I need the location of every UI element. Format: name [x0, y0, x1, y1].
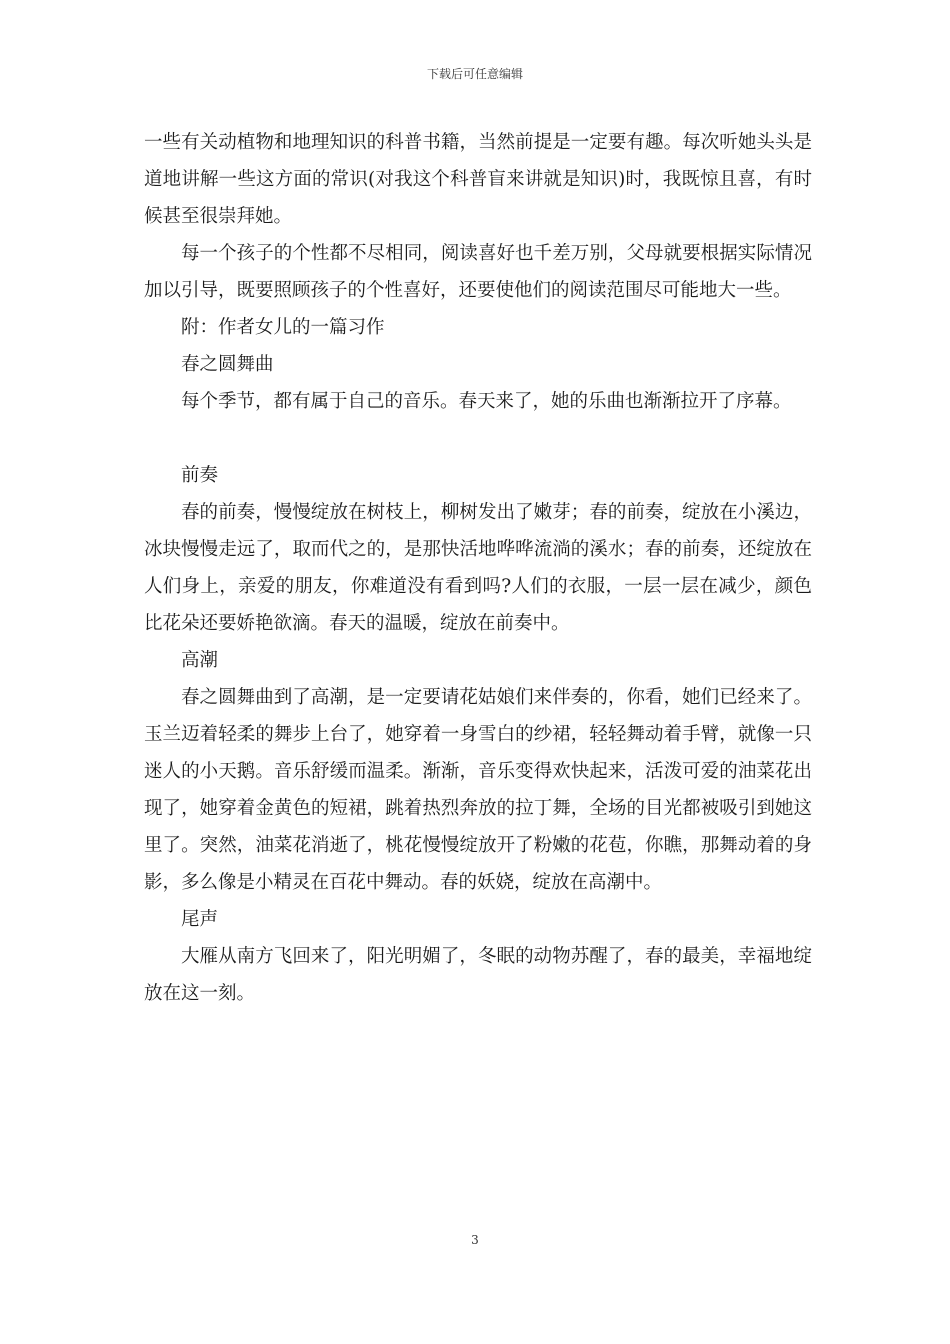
appendix-note: 附：作者女儿的一篇习作 [181, 317, 385, 338]
section-heading-climax: 高潮 [181, 650, 219, 671]
paragraph-reading-advice: 每一个孩子的个性都不尽相同，阅读喜好也千差万别，父母就要根据实际情况加以引导，既要照顾孩子的个性喜好，还要使他们的阅读范围尽可能地大一些。 [144, 243, 812, 301]
paragraph-prelude: 春的前奏，慢慢绽放在树枝上，柳树发出了嫩芽；春的前奏，绽放在小溪边，冰块慢慢走远了，取而代之的，是那快活地哗哗流淌的溪水；春的前奏，还绽放在人们身上，亲爱的朋友，你难道没有看到吗?人们的衣服，一层一层在减少，颜色比花朵还要娇艳欲滴。春天的温暖，绽放在前奏中。 [144, 502, 812, 634]
paragraph-finale: 大雁从南方飞回来了，阳光明媚了，冬眠的动物苏醒了，春的最美，幸福地绽放在这一刻。 [144, 946, 812, 1004]
essay-title: 春之圆舞曲 [181, 354, 274, 375]
essay-intro: 每个季节，都有属于自己的音乐。春天来了，她的乐曲也渐渐拉开了序幕。 [181, 391, 792, 412]
page-number: 3 [471, 1233, 479, 1247]
document-body [144, 124, 812, 1012]
section-heading-prelude: 前奏 [181, 465, 219, 486]
paragraph-continuation: 一些有关动植物和地理知识的科普书籍，当然前提是一定要有趣。每次听她头头是道地讲解一些这方面的常识(对我这个科普盲来讲就是知识)时，我既惊且喜，有时候甚至很崇拜她。 [144, 132, 812, 227]
section-heading-finale: 尾声 [181, 909, 219, 930]
blank-line [144, 420, 812, 457]
paragraph-climax: 春之圆舞曲到了高潮，是一定要请花姑娘们来伴奏的，你看，她们已经来了。玉兰迈着轻柔的舞步上台了，她穿着一身雪白的纱裙，轻轻舞动着手臂，就像一只迷人的小天鹅。音乐舒缓而温柔。渐渐，音乐变得欢快起来，活泼可爱的油菜花出现了，她穿着金黄色的短裙，跳着热烈奔放的拉丁舞，全场的目光都被吸引到她这里了。突然，油菜花消逝了，桃花慢慢绽放开了粉嫩的花苞，你瞧，那舞动着的身影，多么像是小精灵在百花中舞动。春的妖娆，绽放在高潮中。 [144, 687, 812, 893]
page-header: 下载后可任意编辑 [426, 67, 523, 81]
